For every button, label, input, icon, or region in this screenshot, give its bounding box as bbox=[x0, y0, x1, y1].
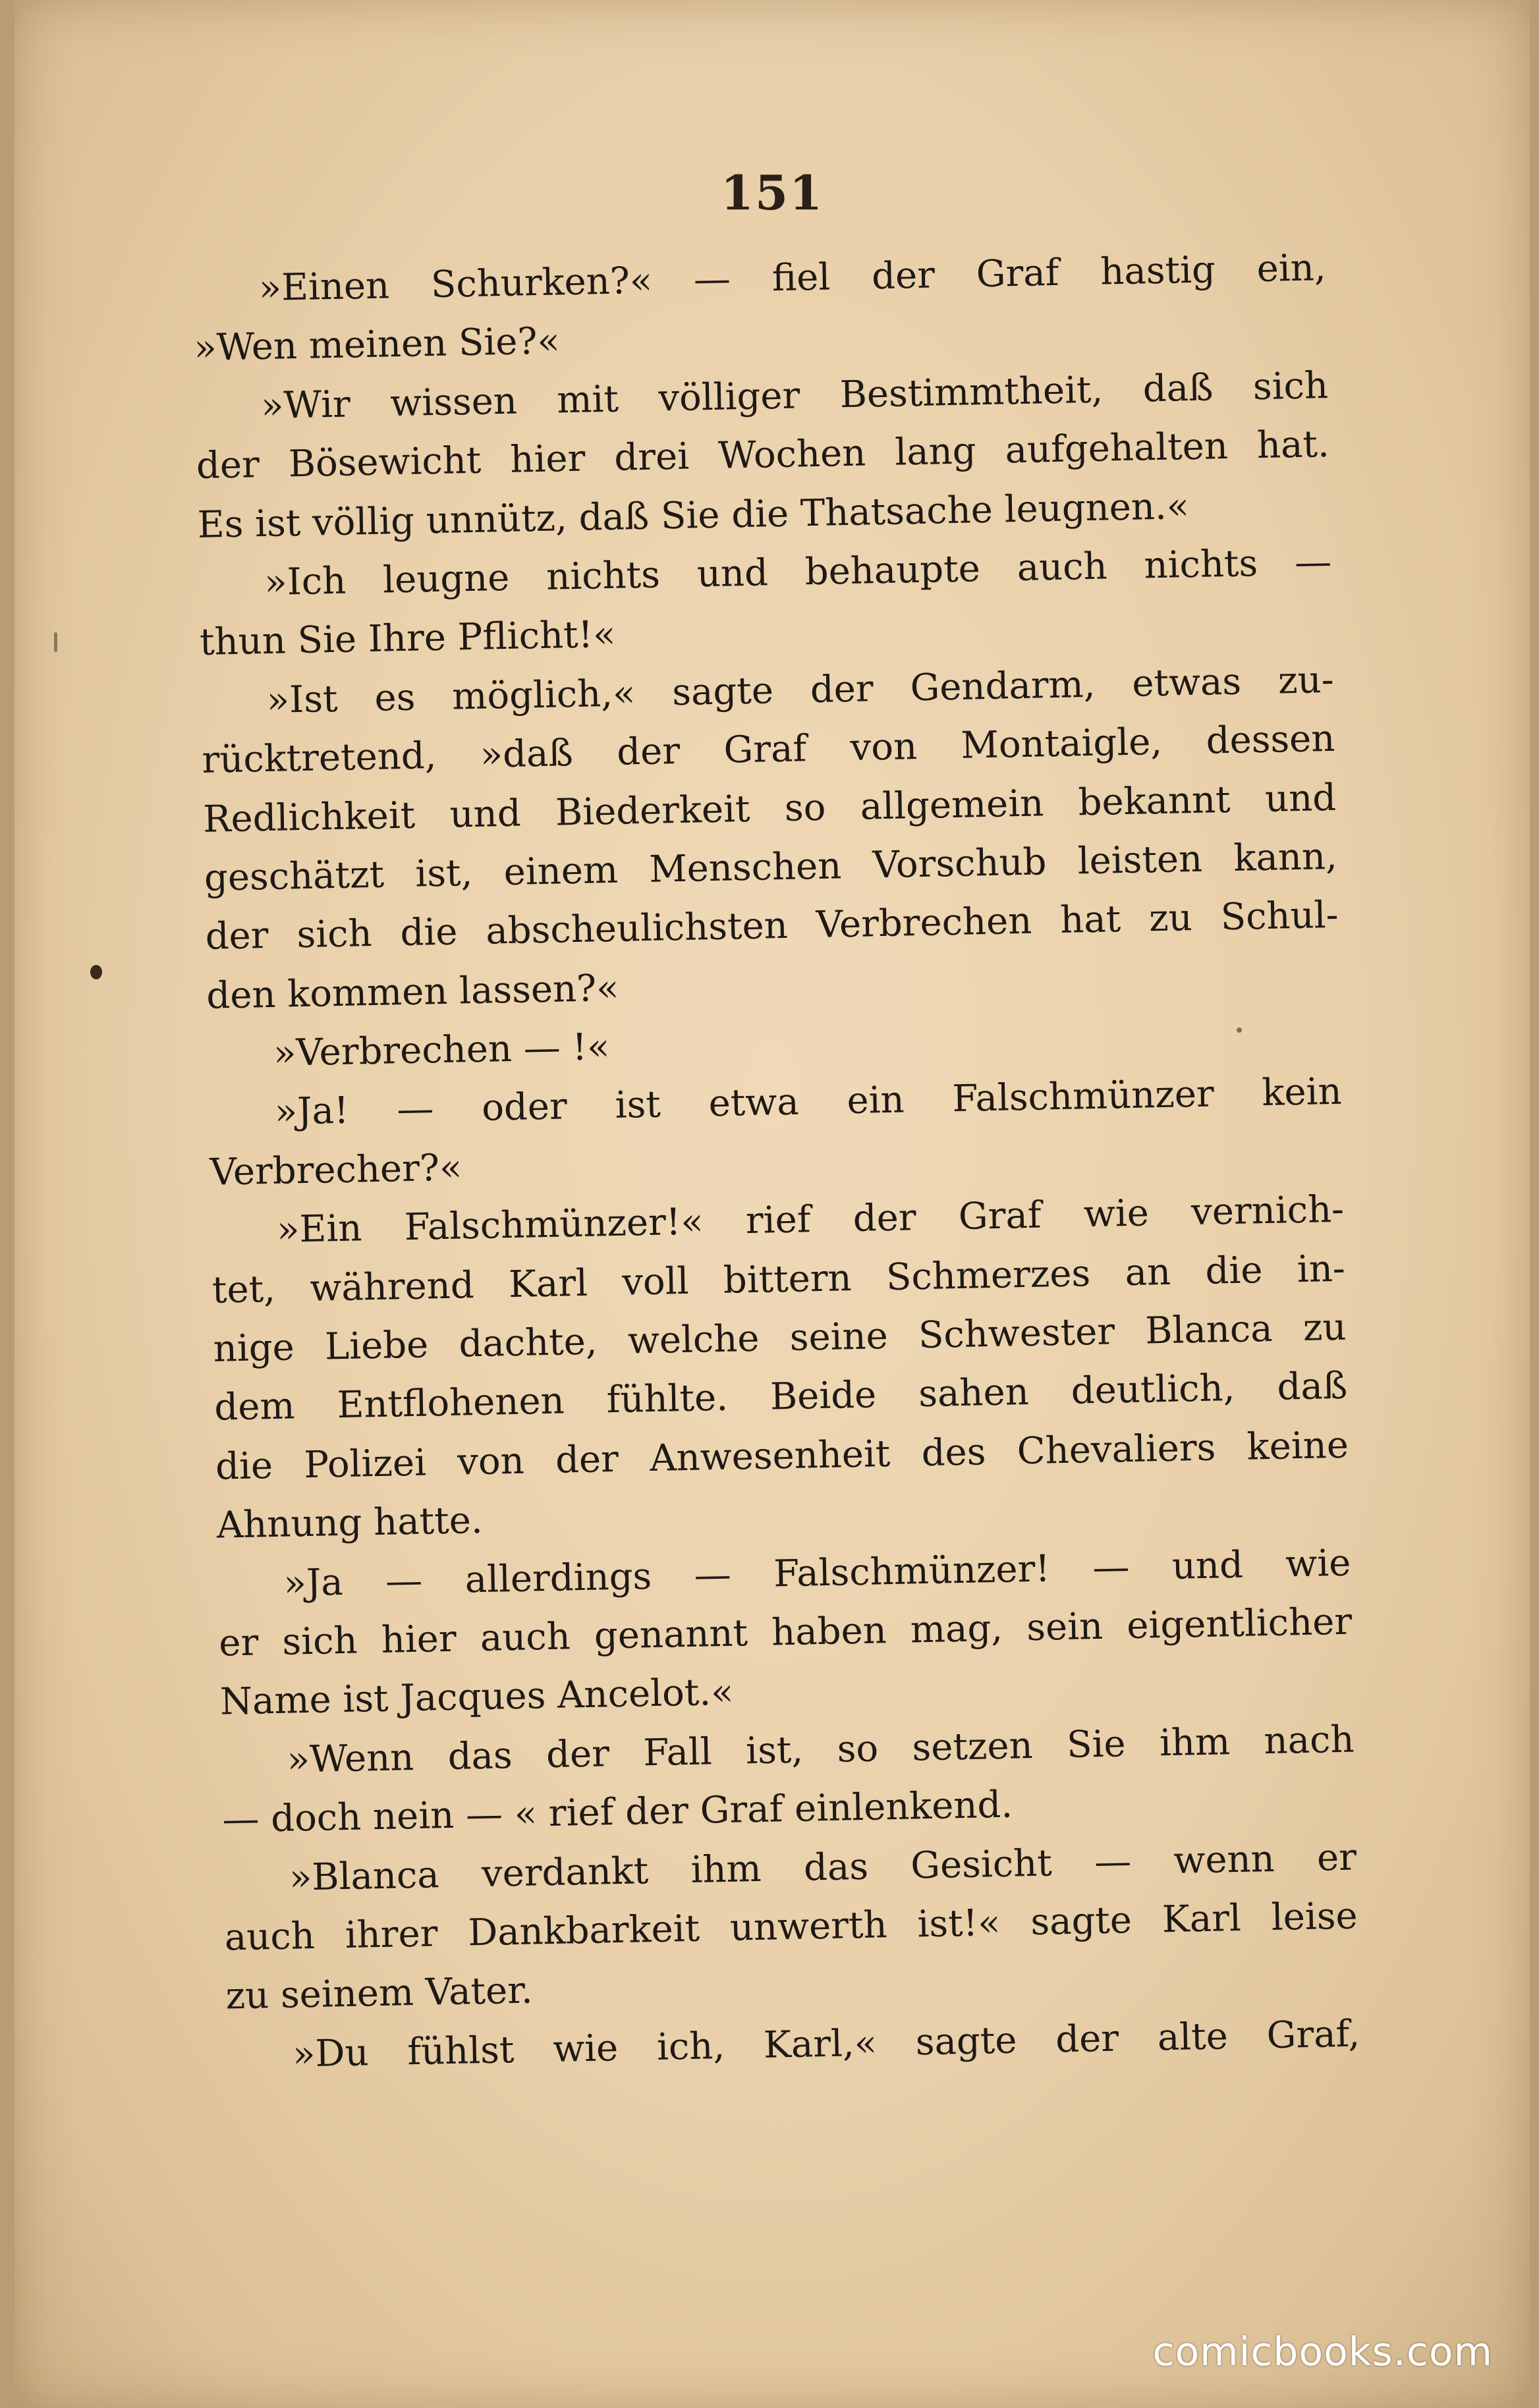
text-line: dem Entflohenen fühlte. Beide sahen deutlich, daß bbox=[213, 1365, 1348, 1430]
text-line: »Ist es möglich,« sagte der Gendarm, etwas zu- bbox=[266, 658, 1335, 722]
text-line: tet, während Karl voll bittern Schmerzes an die in- bbox=[211, 1247, 1346, 1312]
text-line: »Verbrechen — !« bbox=[273, 1026, 610, 1075]
text-line: rücktretend, »daß der Graf von Montaigle, dessen bbox=[201, 717, 1335, 782]
text-line: nige Liebe dachte, welche seine Schwester Blanca zu bbox=[213, 1305, 1347, 1371]
text-line: die Polizei von der Anwesenheit des Chevaliers keine bbox=[215, 1423, 1349, 1489]
ink-speck bbox=[90, 965, 102, 979]
text-line: Verbrecher?« bbox=[209, 1146, 462, 1194]
text-line: er sich hier auch genannt haben mag, sein eigentlicher bbox=[218, 1600, 1353, 1665]
text-line: der Bösewicht hier drei Wochen lang aufgehalten hat. bbox=[196, 423, 1330, 488]
text-line: »Wen meinen Sie?« bbox=[193, 319, 561, 370]
text-line: auch ihrer Dankbarkeit unwerth ist!« sagte Karl leise bbox=[224, 1894, 1358, 1959]
text-line: »Ich leugne nichts und behaupte auch nichts — bbox=[264, 540, 1332, 604]
text-line: den kommen lassen?« bbox=[206, 966, 619, 1018]
text-line: Es ist völlig unnütz, daß Sie die Thatsache leugnen.« bbox=[197, 484, 1190, 547]
text-line: Name ist Jacques Ancelot.« bbox=[219, 1671, 734, 1724]
watermark-text: comicbooks.com bbox=[1152, 2329, 1493, 2375]
text-line: Ahnung hatte. bbox=[216, 1499, 484, 1547]
text-line: »Einen Schurken?« — fiel der Graf hastig ein, bbox=[258, 246, 1327, 310]
text-line: geschätzt ist, einem Menschen Vorschub leisten kann, bbox=[204, 835, 1338, 900]
text-line: »Blanca verdankt ihm das Gesicht — wenn er bbox=[289, 1836, 1357, 1900]
text-line: »Ja! — oder ist etwa ein Falschmünzer kein bbox=[274, 1070, 1343, 1134]
body-text bbox=[192, 238, 1360, 2085]
book-page bbox=[14, 0, 1530, 2408]
text-line: Redlichkeit und Biederkeit so allgemein bekannt und bbox=[202, 776, 1337, 841]
text-line: »Du fühlst wie ich, Karl,« sagte der alte Graf, bbox=[292, 2012, 1360, 2076]
ink-speck bbox=[54, 632, 57, 652]
text-line: thun Sie Ihre Pflicht!« bbox=[199, 613, 616, 665]
text-line: der sich die abscheulichsten Verbrechen hat zu Schul- bbox=[205, 894, 1339, 959]
text-line: »Wir wissen mit völliger Bestimmtheit, daß sich bbox=[260, 364, 1329, 427]
text-line: »Ja — allerdings — Falschmünzer! — und wie bbox=[283, 1541, 1351, 1605]
text-line: »Ein Falschmünzer!« rief der Graf wie vernich- bbox=[276, 1188, 1345, 1252]
ink-speck bbox=[1237, 1027, 1242, 1033]
text-line: zu seinem Vater. bbox=[225, 1969, 534, 2018]
text-line: »Wenn das der Fall ist, so setzen Sie ihm nach bbox=[287, 1718, 1355, 1782]
page-number: 151 bbox=[720, 165, 824, 221]
text-line: — doch nein — « rief der Graf einlenkend. bbox=[221, 1783, 1013, 1842]
